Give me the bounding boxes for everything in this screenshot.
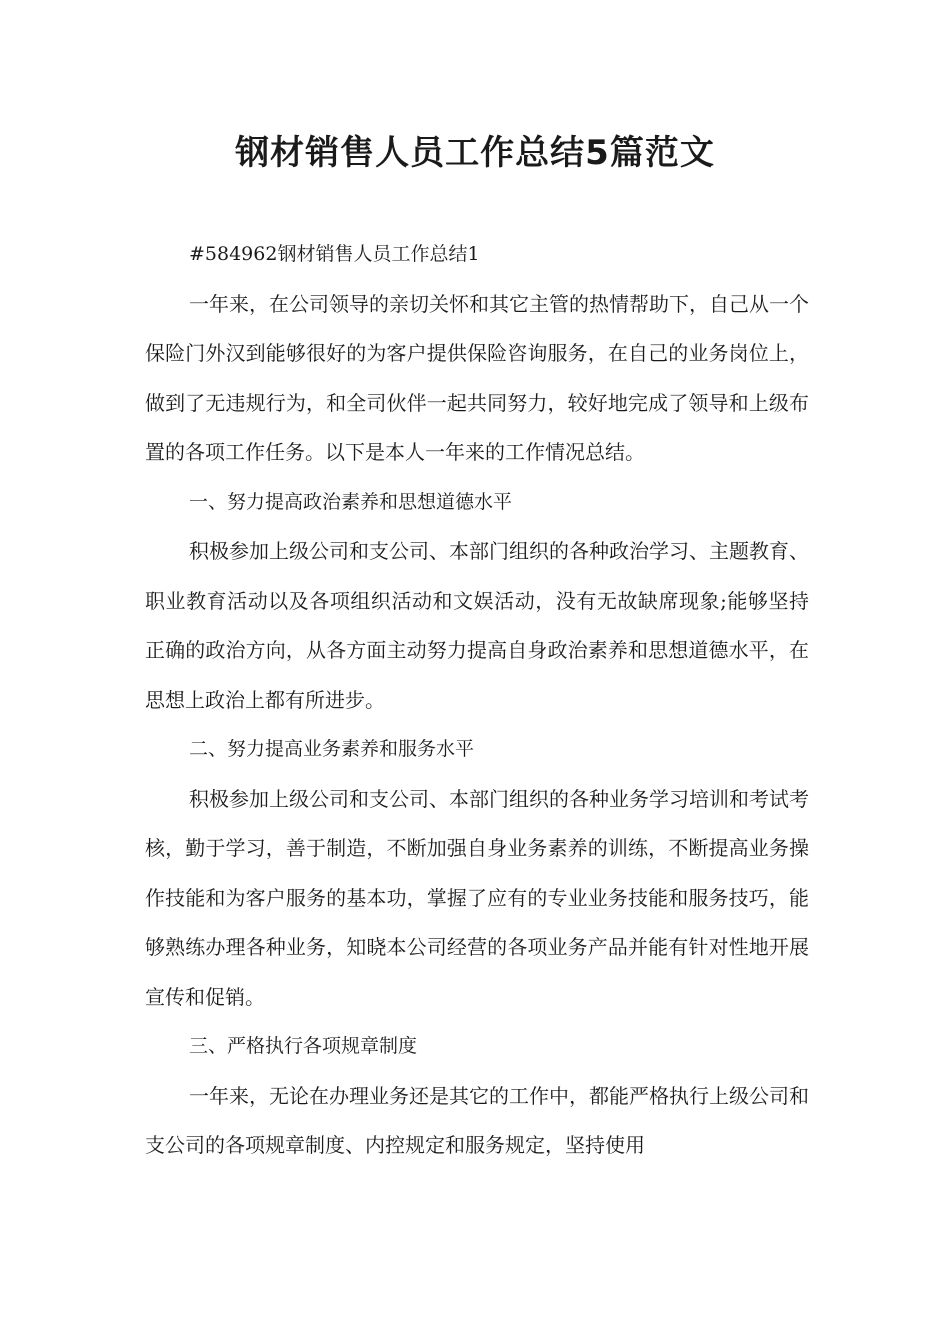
document-title: 钢材销售人员工作总结5篇范文 <box>235 133 715 173</box>
section-heading-3: 三、严格执行各项规章制度 <box>189 1035 418 1057</box>
document-body <box>145 230 809 1171</box>
section-heading-1: 一、努力提高政治素养和思想道德水平 <box>189 490 513 513</box>
section-heading-2: 二、努力提高业务素养和服务水平 <box>189 738 475 760</box>
paragraph-section-3: 一年来，无论在办理业务还是其它的工作中，都能严格执行上级公司和支公司的各项规章制度、内控规定和服务规定，坚持使用 <box>145 1083 809 1157</box>
article-subtitle: #584962钢材销售人员工作总结1 <box>189 243 480 265</box>
paragraph-section-1: 积极参加上级公司和支公司、本部门组织的各种政治学习、主题教育、职业教育活动以及各项组织活动和文娱活动，没有无故缺席现象;能够坚持正确的政治方向，从各方面主动努力提高自身政治素养和思想道德水平，在思想上政治上都有所进步。 <box>145 539 809 712</box>
paragraph-intro: 一年来，在公司领导的亲切关怀和其它主管的热情帮助下，自己从一个保险门外汉到能够很好的为客户提供保险咨询服务，在自己的业务岗位上，做到了无违规行为，和全司伙伴一起共同努力，较好地完成了领导和上级布置的各项工作任务。以下是本人一年来的工作情况总结。 <box>145 291 809 464</box>
paragraph-section-2: 积极参加上级公司和支公司、本部门组织的各种业务学习培训和考试考核，勤于学习，善于制造，不断加强自身业务素养的训练，不断提高业务操作技能和为客户服务的基本功，掌握了应有的专业业务技能和服务技巧，能够熟练办理各种业务，知晓本公司经营的各项业务产品并能有针对性地开展宣传和促销。 <box>145 786 809 1009</box>
